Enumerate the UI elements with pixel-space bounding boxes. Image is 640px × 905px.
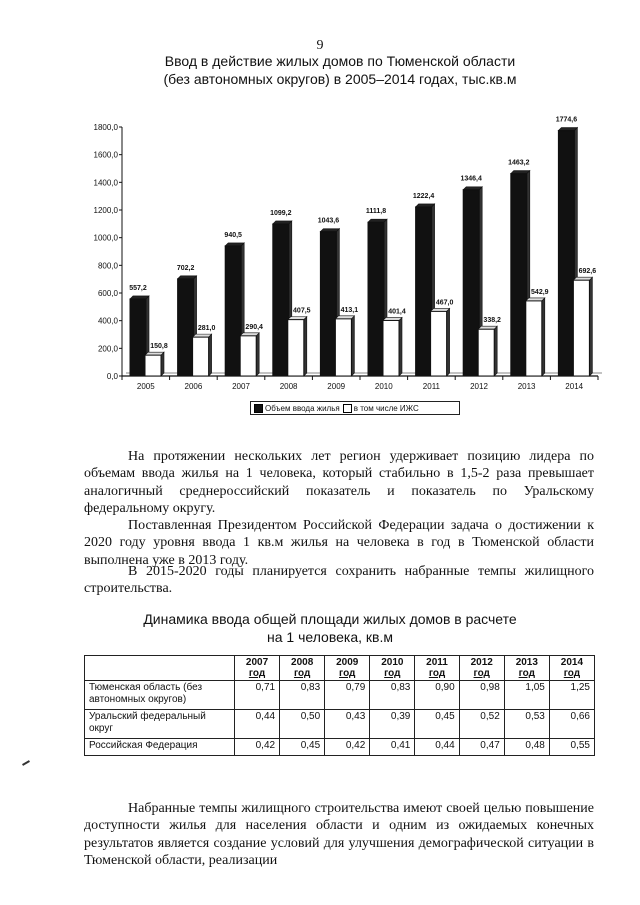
bar-izhs bbox=[240, 336, 256, 376]
table-header-year: 2008 год bbox=[280, 656, 325, 681]
y-tick-label: 200,0 bbox=[97, 344, 118, 354]
table-cell: 0,71 bbox=[235, 681, 280, 710]
dynamics-table bbox=[84, 655, 595, 756]
table-cell: 0,50 bbox=[280, 710, 325, 739]
legend-item-izhs bbox=[343, 404, 419, 413]
page-number: 9 bbox=[316, 38, 324, 53]
y-tick-label: 800,0 bbox=[97, 261, 118, 271]
y-tick-label: 400,0 bbox=[97, 316, 118, 326]
data-label: 281,0 bbox=[197, 325, 216, 333]
data-label: 940,5 bbox=[224, 231, 242, 239]
table-header-year: 2014 год bbox=[549, 656, 594, 681]
table-header-row bbox=[85, 656, 595, 681]
y-tick-label: 1400,0 bbox=[93, 178, 118, 188]
paragraph-1: На протяжении нескольких лет регион удерживает позицию лидера по объемам ввода жилья на 1 человека, который стабильно в 1,5-2 раза превышает аналогичный среднероссийский показатель и показатель по Уральскому федеральному округу. bbox=[84, 449, 594, 516]
table-cell: 0,45 bbox=[280, 739, 325, 756]
legend-swatch-black bbox=[254, 404, 263, 413]
table-cell: 0,42 bbox=[325, 739, 370, 756]
x-tick-label: 2012 bbox=[470, 382, 488, 391]
table-header-year: 2012 год bbox=[459, 656, 504, 681]
data-label: 1346,4 bbox=[460, 175, 482, 183]
bar-izhs bbox=[145, 355, 161, 376]
table-row bbox=[85, 739, 595, 756]
table-cell: 0,53 bbox=[504, 710, 549, 739]
bar-izhs bbox=[383, 320, 399, 376]
bar-izhs bbox=[526, 301, 542, 376]
data-label: 1222,4 bbox=[412, 192, 435, 200]
table-title bbox=[100, 610, 560, 646]
bar-total bbox=[178, 279, 194, 376]
table-cell: 0,66 bbox=[549, 710, 594, 739]
x-tick-label: 2011 bbox=[422, 382, 441, 391]
chart-title-line-1: Ввод в действие жилых домов по Тюменской области bbox=[164, 53, 516, 69]
data-label: 1463,2 bbox=[508, 159, 530, 167]
table-cell: 0,52 bbox=[459, 710, 504, 739]
table-header-year: 2010 год bbox=[370, 656, 415, 681]
bar-izhs bbox=[431, 311, 447, 376]
bar-izhs bbox=[288, 320, 304, 376]
data-label: 150,8 bbox=[150, 343, 168, 351]
table-cell: 0,83 bbox=[370, 681, 415, 710]
bar-total bbox=[463, 190, 479, 376]
bar-total bbox=[320, 232, 336, 376]
y-tick-label: 1800,0 bbox=[93, 123, 118, 132]
table-title-line-1: Динамика ввода общей площади жилых домов в расчете bbox=[143, 611, 517, 627]
table-cell: 0,45 bbox=[415, 710, 459, 739]
table-cell: 0,41 bbox=[370, 739, 415, 756]
table-header-empty bbox=[85, 656, 235, 681]
paragraph-3: В 2015-2020 годы планируется сохранить набранные темпы жилищного строительства. bbox=[84, 564, 594, 597]
data-label: 1099,2 bbox=[270, 209, 292, 217]
x-tick-label: 2007 bbox=[232, 382, 250, 391]
data-label: 692,6 bbox=[578, 268, 597, 276]
table-row-label: Уральский федеральный округ bbox=[85, 710, 235, 739]
data-label: 467,0 bbox=[435, 299, 454, 307]
bar-izhs bbox=[478, 329, 494, 376]
x-tick-label: 2006 bbox=[184, 382, 203, 391]
legend-item-total bbox=[254, 404, 340, 413]
data-label: 338,2 bbox=[483, 317, 501, 325]
table-cell: 0,98 bbox=[459, 681, 504, 710]
x-tick-label: 2014 bbox=[565, 382, 584, 391]
table-cell: 0,39 bbox=[370, 710, 415, 739]
y-tick-label: 1600,0 bbox=[93, 150, 118, 160]
table-row-label: Российская Федерация bbox=[85, 739, 235, 756]
table-row bbox=[85, 710, 595, 739]
data-label: 1043,6 bbox=[317, 217, 340, 225]
legend-label-total: Объем ввода жилья bbox=[265, 403, 340, 413]
y-tick-label: 1200,0 bbox=[93, 206, 118, 215]
x-tick-label: 2005 bbox=[136, 382, 155, 391]
table-row bbox=[85, 681, 595, 710]
data-label: 542,9 bbox=[531, 288, 549, 296]
bar-izhs bbox=[573, 280, 589, 376]
table-cell: 0,48 bbox=[504, 739, 549, 756]
table-header-year: 2007 год bbox=[235, 656, 280, 681]
table-header-year: 2009 год bbox=[325, 656, 370, 681]
y-tick-label: 600,0 bbox=[97, 289, 118, 298]
bar-total bbox=[558, 131, 574, 376]
data-label: 1111,8 bbox=[365, 208, 387, 216]
legend-label-izhs: в том числе ИЖС bbox=[353, 403, 419, 413]
bar-total bbox=[130, 299, 146, 376]
table-cell: 0,47 bbox=[459, 739, 504, 756]
table-cell: 0,55 bbox=[549, 739, 594, 756]
table-cell: 0,90 bbox=[415, 681, 459, 710]
bar-chart bbox=[0, 0, 640, 400]
bar-total bbox=[273, 224, 289, 376]
table-cell: 0,42 bbox=[235, 739, 280, 756]
table-cell: 1,05 bbox=[504, 681, 549, 710]
table-cell: 0,79 bbox=[325, 681, 370, 710]
table-header-year: 2011 год bbox=[415, 656, 459, 681]
table-cell: 0,44 bbox=[235, 710, 280, 739]
bar-total bbox=[416, 207, 432, 376]
bar-total bbox=[225, 246, 241, 376]
table-cell: 1,25 bbox=[549, 681, 594, 710]
y-tick-label: 1000,0 bbox=[93, 233, 118, 243]
table-row-label: Тюменская область (без автономных округов) bbox=[85, 681, 235, 710]
legend-swatch-white bbox=[343, 404, 352, 413]
x-tick-label: 2009 bbox=[327, 382, 346, 391]
bar-izhs bbox=[193, 337, 209, 376]
bar-izhs bbox=[335, 319, 351, 376]
table-header-year: 2013 год bbox=[504, 656, 549, 681]
chart-legend bbox=[250, 401, 460, 415]
data-label: 702,2 bbox=[176, 264, 195, 272]
y-tick-label: 0,0 bbox=[106, 372, 118, 381]
data-label: 290,4 bbox=[245, 323, 263, 331]
data-label: 1774,6 bbox=[555, 116, 578, 124]
bar-total bbox=[368, 222, 384, 376]
data-label: 401,4 bbox=[388, 308, 406, 316]
data-label: 413,1 bbox=[340, 306, 359, 314]
x-tick-label: 2013 bbox=[517, 382, 536, 391]
data-label: 407,5 bbox=[293, 307, 311, 315]
closing-paragraph: Набранные темпы жилищного строительства имеют своей целью повышение доступности жилья для населения области и одним из ожидаемых конечных результатов является создание условий для улучшения демографической ситуации в Тюменской области, реализации bbox=[84, 801, 594, 868]
chart-title-line-2: (без автономных округов) в 2005–2014 годах, тыс.кв.м bbox=[163, 71, 517, 87]
paragraph-2: Поставленная Президентом Российской Федерации задача о достижении к 2020 году уровня ввода 1 кв.м жилья на человека в год в Тюменской области выполнена уже в 2013 году. bbox=[84, 518, 594, 568]
table-cell: 0,44 bbox=[415, 739, 459, 756]
bar-total bbox=[511, 174, 527, 376]
data-label: 557,2 bbox=[129, 284, 147, 292]
table-cell: 0,83 bbox=[280, 681, 325, 710]
x-tick-label: 2008 bbox=[279, 382, 298, 391]
margin-mark bbox=[22, 760, 30, 766]
table-title-line-2: на 1 человека, кв.м bbox=[267, 629, 393, 645]
x-tick-label: 2010 bbox=[374, 382, 393, 391]
table-cell: 0,43 bbox=[325, 710, 370, 739]
